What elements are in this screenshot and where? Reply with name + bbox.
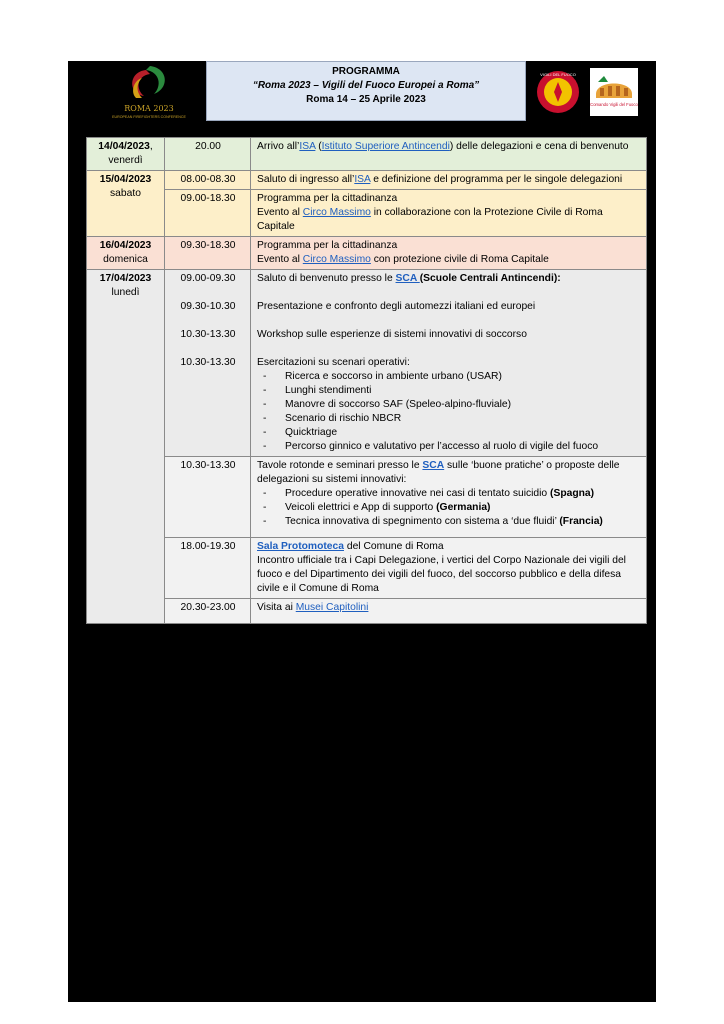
date-cell: 17/04/2023 lunedì <box>87 270 165 624</box>
svg-text:EUROPEAN FIREFIGHTERS CONFEREN: EUROPEAN FIREFIGHTERS CONFERENCE <box>112 115 186 119</box>
activity-cell: Tavole rotonde e seminari presso le SCA sulle ‘buone pratiche’ o proposte delle delegazioni su sistemi innovativi: - Procedure operative innovative nei casi di tentato suicidio (Spagna) - Veicoli elettrici e App di supporto (Germania) - Tecnica innovativa di spegnimento con sistema a ‘due fluidi’ (Francia) <box>251 457 647 538</box>
table-row <box>87 538 647 599</box>
page-subtitle: “Roma 2023 – Vigili del Fuoco Europei a Roma” <box>252 80 480 91</box>
page-title: PROGRAMMA <box>332 66 400 77</box>
weekday: venerdì <box>108 155 143 166</box>
program-header <box>206 61 526 121</box>
program-table <box>86 137 647 624</box>
time-cell: 09.00-09.30 09.30-10.30 10.30-13.30 10.30-13.30 <box>165 270 251 457</box>
time-cell: 20.00 <box>165 138 251 171</box>
list-item: - Ricerca e soccorso in ambiente urbano (USAR) <box>263 370 641 384</box>
activity-cell: Programma per la cittadinanza Evento al Circo Massimo in collaborazione con la Protezione Civile di Roma Capitale <box>251 190 647 237</box>
sala-protomoteca-link[interactable]: Sala Protomoteca <box>257 541 344 552</box>
activity-cell: Arrivo all’ISA (Istituto Superiore Antincendi) delle delegazioni e cena di benvenuto <box>251 138 647 171</box>
weekday: sabato <box>110 188 141 199</box>
event-dates: Roma 14 – 25 Aprile 2023 <box>306 94 426 105</box>
activity-cell: Visita ai Musei Capitolini <box>251 599 647 624</box>
vigili-del-fuoco-badge-logo <box>536 69 580 115</box>
table-row <box>87 237 647 270</box>
sca-link[interactable]: SCA <box>395 273 420 284</box>
istituto-superiore-antincendi-link[interactable]: Istituto Superiore Antincendi <box>321 141 450 152</box>
list-item: - Veicoli elettrici e App di supporto (Germania) <box>263 501 641 515</box>
list-item: - Quicktriage <box>263 426 641 440</box>
list-item: - Percorso ginnico e valutativo per l’accesso al ruolo di vigile del fuoco <box>263 440 641 454</box>
activity-cell: Saluto di ingresso all’ISA e definizione del programma per le singole delegazioni <box>251 171 647 190</box>
activity-cell: Saluto di benvenuto presso le SCA (Scuole Centrali Antincendi): Presentazione e confronto degli automezzi italiani ed europei Workshop sulle esperienze di sistemi innovativi di soccorso Esercitazioni su scenari operativi: - Ricerca e soccorso in ambiente urbano (USAR) - Lunghi stendimenti - Manovre di soccorso SAF (Speleo-alpino-fluviale) - Scenario di rischio NBCR - Quicktriage - Percorso ginnico e valutativo per l’accesso al ruolo di vigile del fuoco <box>251 270 647 457</box>
date-cell: 14/04/2023, venerdì <box>87 138 165 171</box>
table-row <box>87 599 647 624</box>
time-cell: 10.30-13.30 <box>165 457 251 538</box>
list-item: - Tecnica innovativa di spegnimento con sistema a ‘due fluidi’ (Francia) <box>263 515 641 529</box>
date-cell: 16/04/2023 domenica <box>87 237 165 270</box>
time-cell: 18.00-19.30 <box>165 538 251 599</box>
circo-massimo-link[interactable]: Circo Massimo <box>302 207 371 218</box>
table-row <box>87 270 647 457</box>
list-item: - Lunghi stendimenti <box>263 384 641 398</box>
roma-2023-logo <box>106 62 192 120</box>
table-row <box>87 138 647 171</box>
exercise-list <box>257 370 641 454</box>
isa-link[interactable]: ISA <box>299 141 316 152</box>
activity-cell: Programma per la cittadinanza Evento al Circo Massimo con protezione civile di Roma Capitale <box>251 237 647 270</box>
time-cell: 09.30-18.30 <box>165 237 251 270</box>
time-cell: 08.00-08.30 <box>165 171 251 190</box>
table-row <box>87 457 647 538</box>
activity-cell: Sala Protomoteca del Comune di Roma Incontro ufficiale tra i Capi Delegazione, i vertici del Corpo Nazionale dei vigili del fuoco e del Dipartimento dei vigili del fuoco, del soccorso pubblico e della difesa civile e il Comune di Roma <box>251 538 647 599</box>
weekday: lunedì <box>111 287 140 298</box>
sca-link[interactable]: SCA <box>422 460 445 471</box>
circo-massimo-link[interactable]: Circo Massimo <box>302 254 371 265</box>
svg-text:Comando Vigili del Fuoco: Comando Vigili del Fuoco <box>590 102 638 107</box>
isa-link[interactable]: ISA <box>354 174 371 185</box>
table-row <box>87 171 647 190</box>
time-cell: 20.30-23.00 <box>165 599 251 624</box>
table-row <box>87 190 647 237</box>
seminar-list <box>257 487 641 529</box>
list-item: - Manovre di soccorso SAF (Speleo-alpino-fluviale) <box>263 398 641 412</box>
weekday: domenica <box>103 254 148 265</box>
musei-capitolini-link[interactable]: Musei Capitolini <box>295 602 369 613</box>
time-cell: 09.00-18.30 <box>165 190 251 237</box>
svg-text:VIGILI DEL FUOCO: VIGILI DEL FUOCO <box>540 72 576 77</box>
list-item: - Scenario di rischio NBCR <box>263 412 641 426</box>
list-item: - Procedure operative innovative nei casi di tentato suicidio (Spagna) <box>263 487 641 501</box>
date-cell: 15/04/2023 sabato <box>87 171 165 237</box>
comando-vigili-del-fuoco-roma-logo <box>590 68 638 116</box>
svg-text:ROMA 2023: ROMA 2023 <box>124 104 174 113</box>
